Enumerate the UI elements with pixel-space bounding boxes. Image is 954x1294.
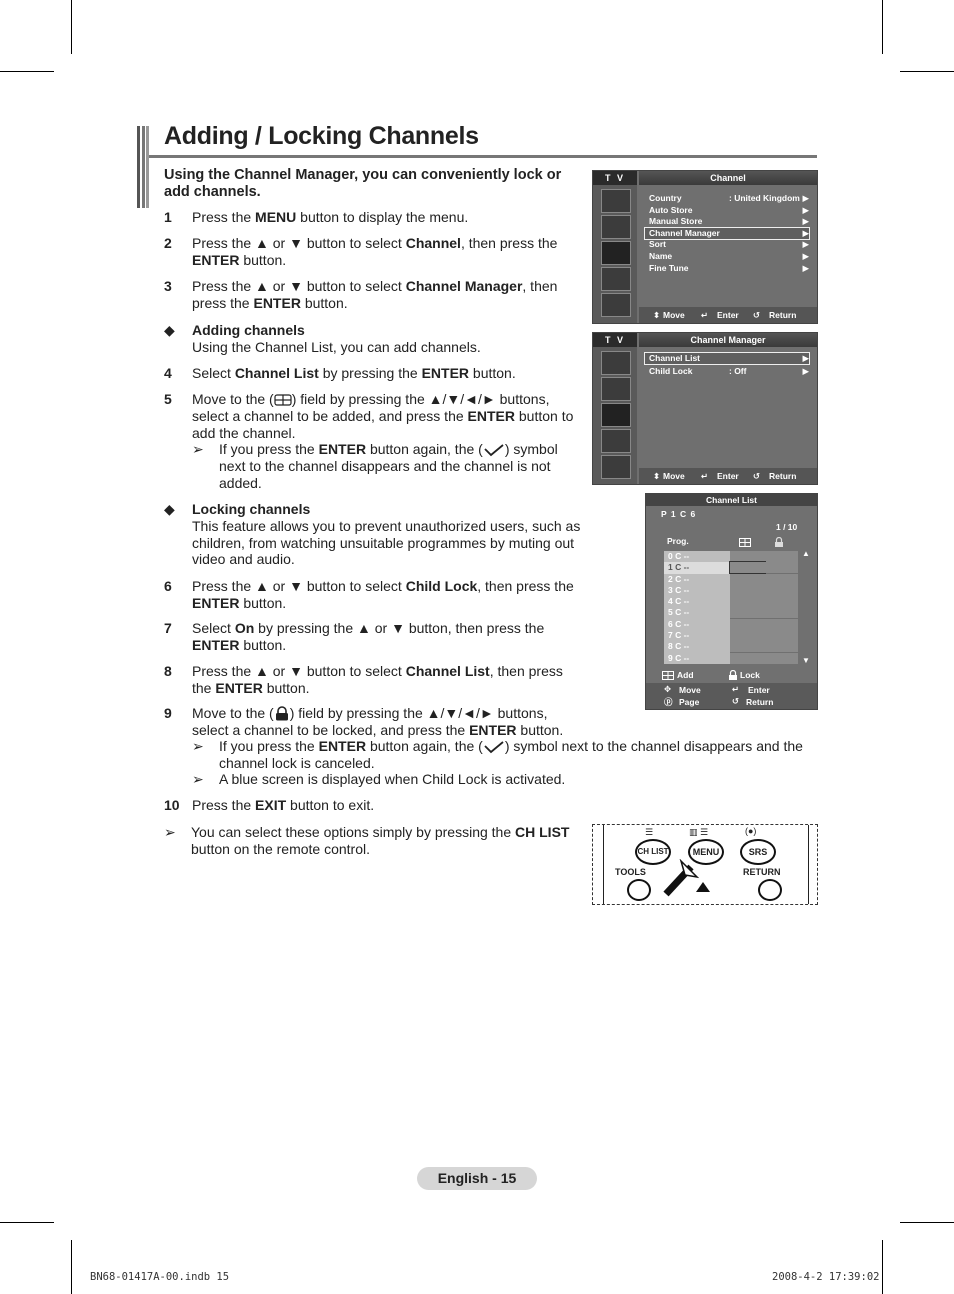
lock-cell[interactable] [764,653,798,664]
channel-cell: 3 C -- [664,585,730,596]
step-number: 3 [164,278,172,294]
table-row[interactable] [664,596,798,607]
footer-move: Move [663,471,685,481]
imprint-left: BN68-01417A-00.indb 15 [90,1271,230,1283]
note-text: A blue screen is displayed when Child Lock is activated. [219,771,566,787]
step-7 [164,620,584,654]
step-6 [164,578,584,612]
step-number: 9 [164,705,172,721]
page-indicator: 1 / 10 [776,522,798,532]
step-number: 1 [164,209,172,225]
note-text: ) symbol next to the channel disappears and the channel is not added. [219,441,558,491]
channel-cell: 9 C -- [664,653,730,664]
step-key: ENTER [192,251,240,268]
menu-item-manual-store[interactable] [649,216,809,227]
arrow-right-icon: ▶ [802,228,809,238]
add-cell[interactable] [730,607,765,618]
step-key: Channel [405,235,461,251]
add-cell[interactable] [730,641,765,652]
sound-icon [601,215,631,239]
menu-item-label: Manual Store [649,216,703,226]
scroll-up-icon[interactable]: ▲ [802,549,810,558]
return-button[interactable] [758,879,782,901]
footer-return: Return [769,310,797,320]
osd-channel-list [645,493,818,710]
legend-add: Add [677,670,694,680]
arrow-right-icon: ▶ [802,239,809,249]
channel-cell: 7 C -- [664,630,730,641]
page-title: Adding / Locking Channels [164,122,479,150]
check-icon [483,443,505,457]
note-text: If you press the [219,738,319,754]
add-cell[interactable] [730,630,765,641]
step-key: ENTER [215,679,263,696]
picture-icon [601,189,631,213]
step-number: 8 [164,663,172,679]
menu-item-channel-list[interactable] [645,353,809,364]
section-text: This feature allows you to prevent unauthorized users, such as children, from watching unsuitable programmes by muting out video and audio. [192,517,581,568]
enter-icon: ↵ [701,310,709,320]
menu-item-value: : United Kingdom [729,193,800,203]
menu-item-sort[interactable] [649,239,809,250]
note-arrow-icon: ➢ [192,738,204,754]
footer-enter: Enter [717,310,739,320]
menu-item-value: : Off [729,366,747,376]
section-text: Using the Channel List, you can add channels. [192,338,481,355]
crop-mark [882,0,883,54]
step-key: MENU [255,209,297,225]
step-key: ENTER [192,594,240,611]
add-cell[interactable] [730,596,765,607]
list-icon: ☰ [645,827,654,837]
menu-button[interactable]: MENU [688,839,724,865]
osd-header-title: Channel [710,173,746,183]
step-text: button to display the menu. [296,209,469,225]
add-cell[interactable] [730,562,765,573]
bullet-icon: ◆ [164,322,175,338]
channel-cell: 6 C -- [664,619,730,630]
table-row[interactable] [664,574,798,585]
step-text: Move to the ( [192,391,274,407]
input-icon [601,455,631,479]
crop-mark [0,71,54,72]
lock-icon [728,670,738,680]
osd-tv-label: T V [593,333,637,347]
title-rule [149,155,817,158]
menu-item-label: Country [649,193,682,203]
channel-icon [601,241,631,265]
step-text: button. [239,251,287,268]
menu-item-auto-store[interactable] [649,205,809,216]
add-cell[interactable] [730,619,765,630]
pointer-icon [661,859,701,899]
add-cell[interactable] [730,551,765,562]
channel-cell: 1 C -- [664,562,730,573]
return-icon: ↺ [732,696,740,706]
picture-icon [601,351,631,375]
osd-footer [646,683,817,709]
step-key: ENTER [192,636,240,653]
arrow-right-icon: ▶ [802,193,809,203]
return-icon: ↺ [753,471,761,481]
adding-section [164,322,584,356]
lock-icon [274,706,290,721]
add-icon [662,671,674,680]
step-text: Press the ▲ or ▼ button to select [192,663,406,679]
add-column-icon [739,538,751,547]
step-text: Press the ▲ or ▼ button to select [192,235,406,251]
step-text: Select [192,365,235,381]
osd-header-title: Channel Manager [690,335,766,345]
footer-return: Return [769,471,797,481]
table-row[interactable] [664,619,798,630]
input-icon [601,293,631,317]
step-key: EXIT [255,797,287,813]
note-arrow-icon: ➢ [192,441,204,457]
remote-illustration [592,824,818,905]
osd-footer [639,307,817,323]
step-key: ENTER [253,294,301,311]
menu-icon: ▥ ☰ [689,827,709,837]
footer-enter: Enter [717,471,739,481]
step-number: 4 [164,365,172,381]
step-3 [164,278,584,312]
arrow-right-icon: ▶ [802,251,809,261]
note-unlock [192,738,812,772]
arrow-right-icon: ▶ [802,205,809,215]
step-text: by pressing the [318,365,422,381]
note-text: If you press the [219,441,319,457]
step-key: Channel List [234,365,319,381]
step-text: button. [262,679,310,696]
note-text: ) symbol next to the channel disappears and the channel lock is canceled. [219,738,803,771]
tools-label: TOOLS [615,867,646,877]
ch-list-button[interactable]: CH LIST [635,839,671,865]
arrow-right-icon: ▶ [802,263,809,273]
step-text: button to exit. [286,797,375,813]
step-text: button to add the channel. [192,407,574,441]
crop-mark [71,0,72,54]
check-icon [483,740,505,754]
step-text: Press the [192,209,256,225]
step-text: Press the ▲ or ▼ button to select [192,278,406,294]
note-text: button again, the ( [366,441,483,457]
channel-cell: 8 C -- [664,641,730,652]
step-text: , then press the [460,235,558,251]
crop-mark [882,1240,883,1294]
menu-item-label: Channel Manager [649,228,720,238]
channel-grid [664,551,798,664]
channel-cell: 0 C -- [664,551,730,562]
menu-item-fine-tune[interactable] [649,263,809,274]
note-add [192,441,562,491]
table-row[interactable] [664,562,798,573]
arrow-right-icon: ▶ [802,353,809,363]
srs-button[interactable]: SRS [740,839,776,865]
crop-mark [900,1222,954,1223]
menu-item-country[interactable] [649,193,809,204]
lock-cell[interactable] [764,619,798,630]
bullet-icon: ◆ [164,501,175,517]
crop-mark [0,1222,54,1223]
lock-cell[interactable] [764,630,798,641]
step-text: Press the ▲ or ▼ button to select [192,578,406,594]
channel-cell: 4 C -- [664,596,730,607]
table-row[interactable] [664,630,798,641]
arrow-right-icon: ▶ [802,216,809,226]
lock-cell[interactable] [764,551,798,562]
footer-return: Return [746,697,774,707]
crop-mark [900,71,954,72]
setup-icon [601,429,631,453]
locking-section [164,501,584,568]
step-key: ENTER [467,407,515,424]
section-heading: Locking channels [192,501,311,517]
page-icon: ⓟ [664,697,673,707]
enter-icon: ↵ [732,684,740,694]
osd-tv-label: T V [593,171,637,185]
step-text: button. [469,365,516,381]
step-number: 6 [164,578,172,594]
table-row[interactable] [664,641,798,652]
step-key: ENTER [469,721,517,738]
imprint-right: 2008-4-2 17:39:02 [772,1271,880,1283]
note-blue-screen [192,771,812,788]
step-4 [164,365,584,382]
title-decoration [137,126,149,208]
note-key: ENTER [318,441,367,457]
step-text: button. [516,721,564,738]
lock-cell[interactable] [764,641,798,652]
osd-header [639,333,817,347]
table-row[interactable] [664,653,798,664]
step-text: button. [239,594,287,611]
step-5 [164,391,584,441]
return-label: RETURN [743,867,781,877]
footer-enter: Enter [748,685,770,695]
setup-icon [601,267,631,291]
menu-item-label: Child Lock [649,366,693,376]
lock-cell[interactable] [764,596,798,607]
step-text: Press the [192,797,256,813]
legend-lock: Lock [740,670,760,680]
step-text: , then press the [192,278,558,311]
lock-cell[interactable] [764,607,798,618]
menu-item-name[interactable] [649,251,809,262]
menu-item-channel-manager[interactable] [645,228,809,239]
menu-item-child-lock[interactable] [649,366,809,377]
enter-icon: ↵ [701,471,709,481]
step-text: Select [192,620,235,636]
srs-icon: (●) [745,826,757,836]
step-9 [164,705,584,739]
note-key: CH LIST [515,824,570,840]
step-number: 7 [164,620,172,636]
step-10 [164,797,584,814]
intro-text: Using the Channel Manager, you can conveniently lock or add channels. [164,167,562,200]
channel-icon [601,403,631,427]
step-8 [164,663,584,697]
channel-cell: 5 C -- [664,607,730,618]
note-arrow-icon: ➢ [192,771,204,787]
step-text: ) field by pressing the ▲/▼/◄/► buttons, select a channel to be locked, and press the [192,705,548,738]
add-cell[interactable] [730,585,765,596]
lock-cell[interactable] [764,562,798,573]
add-cell[interactable] [730,653,765,664]
page-number: English - 15 [417,1167,537,1190]
section-heading: Adding channels [192,322,305,338]
tools-button[interactable] [627,879,651,901]
lock-cell[interactable] [764,585,798,596]
lock-column-icon [774,537,784,547]
menu-item-label: Sort [649,239,666,249]
step-text: , then press the [192,663,563,696]
note-text: button on the remote control. [191,840,370,857]
osd-header [639,171,817,185]
note-ch-list [164,824,574,858]
move-icon: ⬍ [653,471,661,481]
move-icon: ✥ [664,684,672,694]
menu-item-label: Name [649,251,673,261]
step-text: button. [239,636,287,653]
prog-label: Prog. [667,536,689,546]
note-key: ENTER [318,738,367,754]
current-channel: P 1 C 6 [661,509,697,519]
table-row[interactable] [664,585,798,596]
crop-mark [71,1240,72,1294]
table-row[interactable] [664,551,798,562]
note-text: button again, the ( [366,738,483,754]
legend-bar [646,668,817,682]
move-icon: ⬍ [653,310,661,320]
step-number: 5 [164,391,172,407]
sound-icon [601,377,631,401]
step-key: Channel Manager [405,278,523,294]
arrow-right-icon: ▶ [802,366,809,376]
table-row[interactable] [664,607,798,618]
step-text: Move to the ( [192,705,274,721]
step-key: On [234,620,255,636]
footer-move: Move [679,685,701,695]
step-1 [164,209,584,226]
osd-channel-menu [592,170,818,324]
add-cell[interactable] [730,574,765,585]
step-text: ) field by pressing the ▲/▼/◄/► buttons, select a channel to be added, and press the [192,391,550,424]
osd-footer [639,468,817,484]
step-text: button. [300,294,348,311]
footer-move: Move [663,310,685,320]
add-icon [274,393,292,407]
footer-page: Page [679,697,700,707]
menu-item-label: Channel List [649,353,701,363]
menu-item-label: Fine Tune [649,263,689,273]
step-text: by pressing the ▲ or ▼ button, then press the [254,620,545,636]
osd-channel-manager [592,332,818,485]
scroll-down-icon[interactable]: ▼ [802,656,810,665]
note-text: You can select these options simply by pressing the [191,824,516,840]
lock-cell[interactable] [764,574,798,585]
channel-cell: 2 C -- [664,574,730,585]
step-number: 10 [164,797,180,813]
osd-header: Channel List [646,494,817,506]
step-key: Child Lock [405,578,478,594]
step-key: ENTER [421,365,470,381]
step-2 [164,235,584,269]
menu-item-label: Auto Store [649,205,693,215]
step-key: Channel List [405,663,490,679]
note-arrow-icon: ➢ [164,824,176,840]
return-icon: ↺ [753,310,761,320]
step-text: , then press the [477,578,574,594]
step-number: 2 [164,235,172,251]
